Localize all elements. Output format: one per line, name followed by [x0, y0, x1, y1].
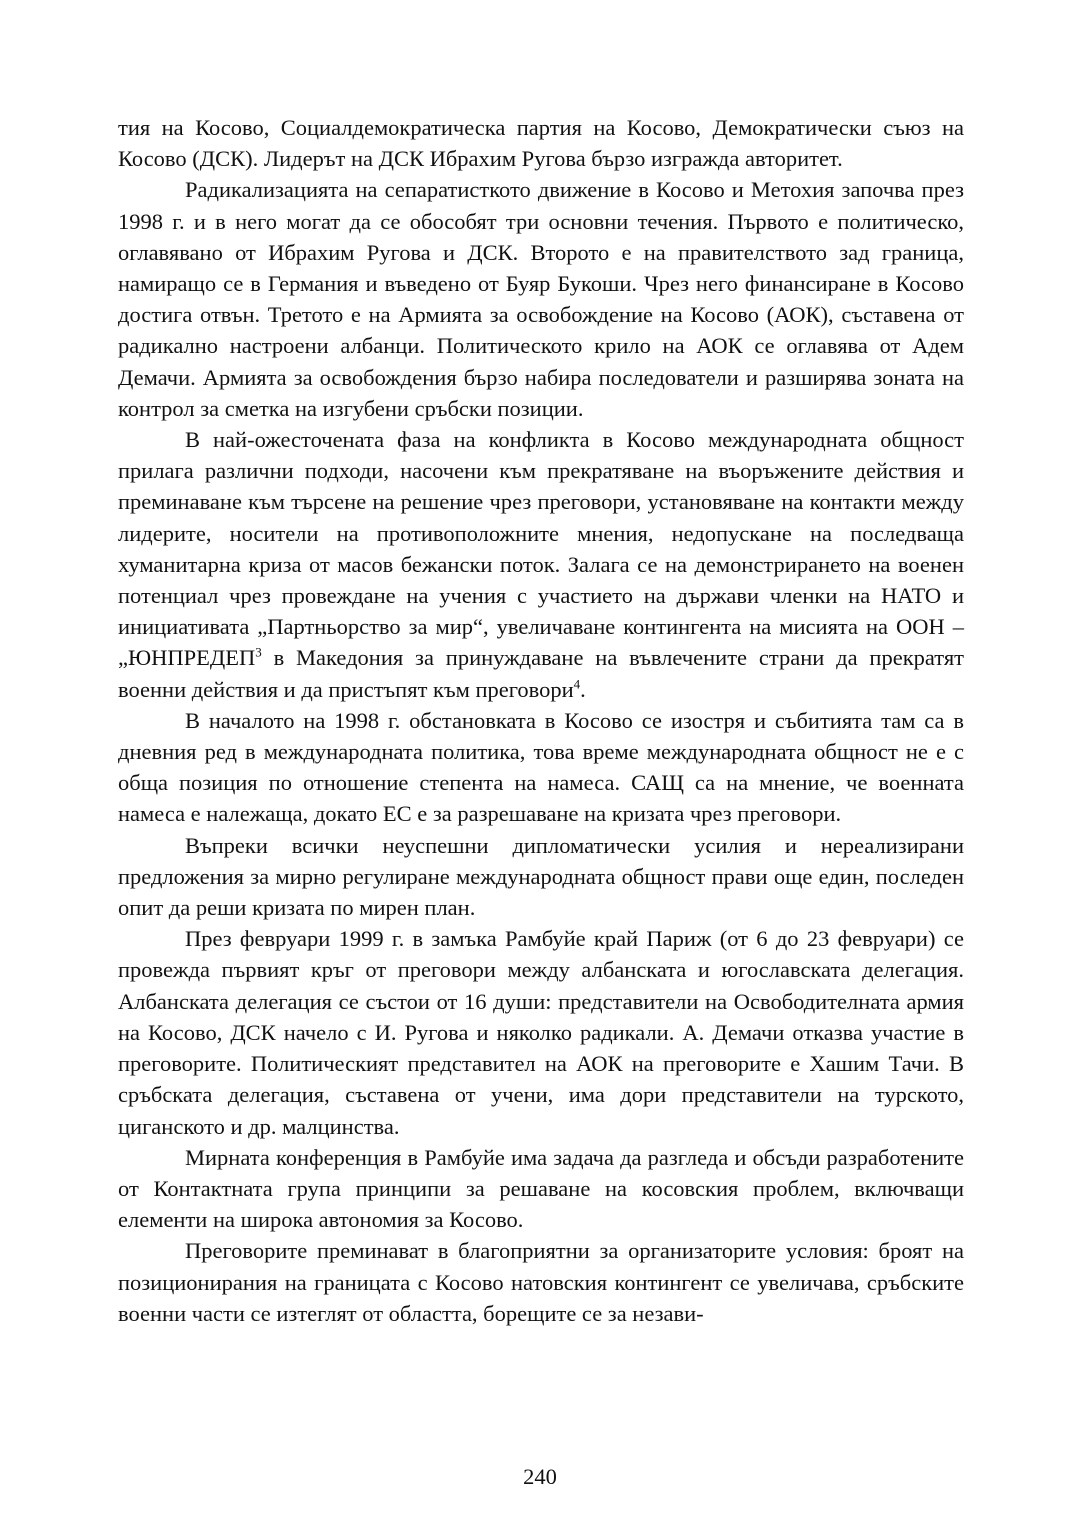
paragraph-8: Преговорите преминават в благоприятни за организаторите условия: броят на позиционирания на границата с Косово натовския контингент се увеличава, сръбските военни части се изтеглят от областта, борещите се за незави- — [118, 1238, 964, 1326]
page-body — [118, 112, 964, 1329]
paragraph-7: Мирната конференция в Рамбуйе има задача да разгледа и обсъди разработените от Контактната група принципи за решаване на косовския проблем, включващи елементи на широка автономия за Косово. — [118, 1144, 964, 1233]
paragraph-3-part-c: . — [580, 676, 586, 702]
paragraph-2: Радикализацията на сепаратисткото движение в Косово и Метохия започва през 1998 г. и в него могат да се обособят три основни течения. Първото е политическо, оглавявано от Ибрахим Ругова и ДСК. Второто е на правителството зад граница, намиращо се в Германия и въведено от Буяр Букоши. Чрез него финансиране в Косово достига отвън. Третото е на Армията за освобождение на Косово (АОК), съставена от радикално настроени албанци. Политическото крило на АОК се оглавява от Адем Демачи. Армията за освобождения бързо набира последователи и разширява зоната на контрол за сметка на изгубени сръбски позиции. — [118, 177, 964, 421]
paragraph-5: Въпреки всички неуспешни дипломатически усилия и нереализирани предложения за мирно регулиране международната общност прави още един, последен опит да реши кризата по мирен план. — [118, 832, 964, 921]
paragraph-4: В началото на 1998 г. обстановката в Косово се изостря и събитията там са в дневния ред в международната политика, това време международната общност не е с обща позиция по отношение степента на намеса. САЩ са на мнение, че военната намеса е належаща, докато ЕС е за разрешаване на кризата чрез преговори. — [118, 707, 964, 827]
paragraph-3-part-a: В най-ожесточената фаза на конфликта в Косово международната общност прилага различни подходи, насочени към прекратяване на въоръжените действия и преминаване към търсене на решение чрез преговори, установяване на контакти между лидерите, носители на противоположните мнения, недопускане на последваща хуманитарна криза от масов бежански поток. Залага се на демонстрирането на военен потенциал чрез провеждане на учения с участието на държави членки на НАТО и инициативата „Партньорство за мир“, увеличаване контингента на мисията на ООН – „ЮНПРЕДЕП — [118, 427, 964, 671]
paragraph-3 — [118, 424, 964, 705]
paragraph-3-part-b: в Македония за принуждаване на въвлечените страни да прекратят военни действия и да пристъпят към преговори — [118, 645, 964, 702]
footnote-ref-4[interactable]: 4 — [573, 676, 581, 692]
page-number: 240 — [523, 1464, 557, 1489]
paragraph-6: През февруари 1999 г. в замъка Рамбуйе край Париж (от 6 до 23 февруари) се провежда първият кръг от преговори между албанската и югославската делегация. Албанската делегация се състои от 16 души: представители на Освободителната армия на Косово, ДСК начело с И. Ругова и няколко радикали. А. Демачи отказва участие в преговорите. Политическият представител на АОК на преговорите е Хашим Тачи. В сръбската делегация, съставена от учени, има дори представители на турското, циганското и др. малцинства. — [118, 926, 964, 1139]
paragraph-1: тия на Косово, Социалдемократическа партия на Косово, Демократически съюз на Косово (ДСК). Лидерът на ДСК Ибрахим Ругова бързо изгражда авторитет. — [118, 115, 964, 172]
footnote-ref-3[interactable]: 3 — [255, 644, 262, 660]
